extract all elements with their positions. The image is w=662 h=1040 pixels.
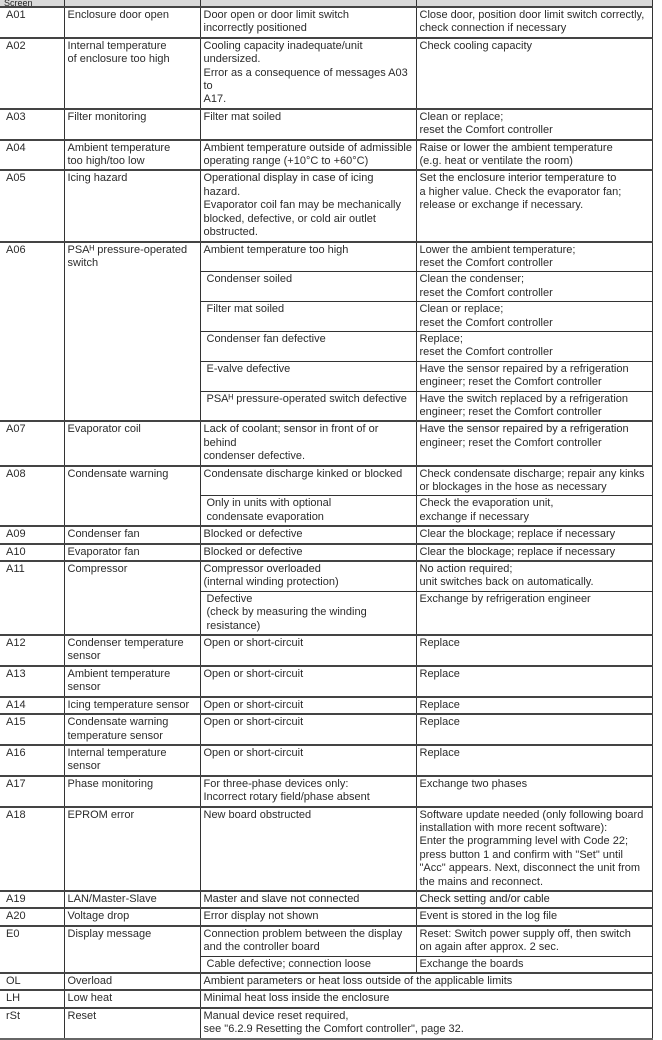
error-cause: Ambient temperature outside of admissible operating range (+10°C to +60°C): [200, 140, 416, 171]
error-code: OL: [0, 973, 64, 990]
error-cause: Ambient temperature too high: [200, 242, 416, 272]
error-remedy: Have the switch replaced by a refrigeration engineer; reset the Comfort controller: [416, 391, 652, 421]
error-code: A03: [0, 109, 64, 140]
error-cause: Cable defective; connection loose: [200, 956, 416, 973]
error-cause: Condenser fan defective: [200, 331, 416, 361]
error-remedy: Software update needed (only following board installation with more recent software): Enter the programming level with Code 22; press button 1 and confirm with "Set" until "Acc" appears. Next, disconnect the unit from the mains and reconnect.: [416, 807, 652, 891]
error-name: Icing hazard: [64, 170, 200, 241]
error-code: A01: [0, 7, 64, 38]
error-remedy: Lower the ambient temperature; reset the Comfort controller: [416, 242, 652, 272]
error-description: Ambient parameters or heat loss outside of the applicable limits: [200, 973, 652, 990]
error-name: Condensate warning: [64, 466, 200, 527]
table-row: [0, 544, 652, 561]
error-code: A07: [0, 421, 64, 465]
error-remedy: Replace: [416, 745, 652, 776]
table-row: [0, 745, 652, 776]
error-remedy: Clean or replace; reset the Comfort controller: [416, 302, 652, 332]
error-code: A02: [0, 38, 64, 109]
error-name: Overload: [64, 973, 200, 990]
error-code: A15: [0, 714, 64, 745]
table-row: [0, 926, 652, 956]
error-name: Voltage drop: [64, 908, 200, 925]
table-row: [0, 38, 652, 109]
error-remedy: No action required; unit switches back on automatically.: [416, 561, 652, 591]
table-row: [0, 242, 652, 272]
error-remedy: Exchange the boards: [416, 956, 652, 973]
table-row: [0, 421, 652, 465]
error-code: A09: [0, 526, 64, 543]
error-code: E0: [0, 926, 64, 973]
error-code: A05: [0, 170, 64, 241]
error-cause: Open or short-circuit: [200, 697, 416, 714]
error-cause: Blocked or defective: [200, 526, 416, 543]
error-remedy: Exchange by refrigeration engineer: [416, 591, 652, 635]
error-code: rSt: [0, 1008, 64, 1039]
error-code: A16: [0, 745, 64, 776]
error-code: A19: [0, 891, 64, 908]
error-remedy: Set the enclosure interior temperature to a higher value. Check the evaporator fan; release or exchange if necessary.: [416, 170, 652, 241]
error-cause: Compressor overloaded (internal winding protection): [200, 561, 416, 591]
table-row: [0, 7, 652, 38]
error-name: Ambient temperature too high/too low: [64, 140, 200, 171]
error-code: LH: [0, 990, 64, 1007]
error-cause: Operational display in case of icing hazard. Evaporator coil fan may be mechanically blocked, defective, or cold air outlet obstructed.: [200, 170, 416, 241]
error-cause: Cooling capacity inadequate/unit undersized. Error as a consequence of messages A03 to A17.: [200, 38, 416, 109]
header-code: Screen: [0, 0, 64, 7]
error-name: PSAᴴ pressure-operated switch: [64, 242, 200, 422]
table-row: [0, 635, 652, 666]
table-row: [0, 109, 652, 140]
error-remedy: Close door, position door limit switch correctly, check connection if necessary: [416, 7, 652, 38]
error-remedy: Check cooling capacity: [416, 38, 652, 109]
error-cause: Open or short-circuit: [200, 635, 416, 666]
error-code: A06: [0, 242, 64, 422]
error-remedy: Raise or lower the ambient temperature (e.g. heat or ventilate the room): [416, 140, 652, 171]
table-row: [0, 807, 652, 891]
error-name: Display message: [64, 926, 200, 973]
error-code: A13: [0, 666, 64, 697]
error-description: Manual device reset required, see "6.2.9 Resetting the Comfort controller", page 32.: [200, 1008, 652, 1039]
error-name: Internal temperature of enclosure too high: [64, 38, 200, 109]
error-code: A12: [0, 635, 64, 666]
error-name: Evaporator coil: [64, 421, 200, 465]
error-remedy: Reset: Switch power supply off, then switch on again after approx. 2 sec.: [416, 926, 652, 956]
error-cause: Only in units with optional condensate evaporation: [200, 496, 416, 526]
table-row: [0, 1008, 652, 1039]
error-remedy: Replace: [416, 697, 652, 714]
error-remedy: Clear the blockage; replace if necessary: [416, 526, 652, 543]
error-remedy: Event is stored in the log file: [416, 908, 652, 925]
error-remedy: Check the evaporation unit, exchange if necessary: [416, 496, 652, 526]
header-cell: [200, 0, 416, 7]
table-row: [0, 891, 652, 908]
error-remedy: Replace: [416, 714, 652, 745]
header-cell: [64, 0, 200, 7]
error-code: A20: [0, 908, 64, 925]
error-cause: New board obstructed: [200, 807, 416, 891]
error-code: A10: [0, 544, 64, 561]
error-remedy: Have the sensor repaired by a refrigeration engineer; reset the Comfort controller: [416, 421, 652, 465]
header-cell: [416, 0, 652, 7]
error-name: Ambient temperature sensor: [64, 666, 200, 697]
error-name: Low heat: [64, 990, 200, 1007]
table-row: [0, 561, 652, 591]
error-name: Evaporator fan: [64, 544, 200, 561]
error-cause: Open or short-circuit: [200, 714, 416, 745]
error-cause: Condenser soiled: [200, 272, 416, 302]
error-remedy: Clean or replace; reset the Comfort controller: [416, 109, 652, 140]
error-remedy: Have the sensor repaired by a refrigeration engineer; reset the Comfort controller: [416, 361, 652, 391]
error-cause: Lack of coolant; sensor in front of or behind condenser defective.: [200, 421, 416, 465]
error-name: Phase monitoring: [64, 776, 200, 807]
header-row: [0, 0, 652, 7]
error-name: Condenser temperature sensor: [64, 635, 200, 666]
table-row: [0, 697, 652, 714]
error-remedy: Replace: [416, 635, 652, 666]
error-remedy: Clear the blockage; replace if necessary: [416, 544, 652, 561]
table-row: [0, 908, 652, 925]
error-cause: Connection problem between the display and the controller board: [200, 926, 416, 956]
error-cause: Open or short-circuit: [200, 745, 416, 776]
error-name: EPROM error: [64, 807, 200, 891]
error-cause: Error display not shown: [200, 908, 416, 925]
table-row: [0, 973, 652, 990]
error-cause: Master and slave not connected: [200, 891, 416, 908]
error-name: Enclosure door open: [64, 7, 200, 38]
error-cause: Open or short-circuit: [200, 666, 416, 697]
table-row: [0, 666, 652, 697]
error-cause: Condensate discharge kinked or blocked: [200, 466, 416, 496]
error-code: A17: [0, 776, 64, 807]
error-cause: For three-phase devices only: Incorrect rotary field/phase absent: [200, 776, 416, 807]
error-code: A18: [0, 807, 64, 891]
error-cause: PSAᴴ pressure-operated switch defective: [200, 391, 416, 421]
error-code: A04: [0, 140, 64, 171]
error-remedy: Clean the condenser; reset the Comfort controller: [416, 272, 652, 302]
error-name: Filter monitoring: [64, 109, 200, 140]
error-name: Compressor: [64, 561, 200, 635]
table-row: [0, 776, 652, 807]
error-cause: Door open or door limit switch incorrectly positioned: [200, 7, 416, 38]
error-name: Condensate warning temperature sensor: [64, 714, 200, 745]
error-remedy: Replace: [416, 666, 652, 697]
error-remedy: Replace; reset the Comfort controller: [416, 331, 652, 361]
error-cause: Filter mat soiled: [200, 302, 416, 332]
error-code: A14: [0, 697, 64, 714]
error-cause: Filter mat soiled: [200, 109, 416, 140]
table-row: [0, 170, 652, 241]
error-description: Minimal heat loss inside the enclosure: [200, 990, 652, 1007]
error-name: Icing temperature sensor: [64, 697, 200, 714]
error-cause: Defective (check by measuring the winding resistance): [200, 591, 416, 635]
error-remedy: Exchange two phases: [416, 776, 652, 807]
table-row: [0, 990, 652, 1007]
table-row: [0, 466, 652, 496]
error-code: A08: [0, 466, 64, 527]
table-row: [0, 714, 652, 745]
error-remedy: Check setting and/or cable: [416, 891, 652, 908]
table-row: [0, 140, 652, 171]
error-name: Condenser fan: [64, 526, 200, 543]
error-cause: E-valve defective: [200, 361, 416, 391]
error-name: Internal temperature sensor: [64, 745, 200, 776]
table-row: [0, 526, 652, 543]
error-cause: Blocked or defective: [200, 544, 416, 561]
error-name: Reset: [64, 1008, 200, 1039]
error-code: A11: [0, 561, 64, 635]
error-name: LAN/Master-Slave: [64, 891, 200, 908]
error-remedy: Check condensate discharge; repair any kinks or blockages in the hose as necessary: [416, 466, 652, 496]
